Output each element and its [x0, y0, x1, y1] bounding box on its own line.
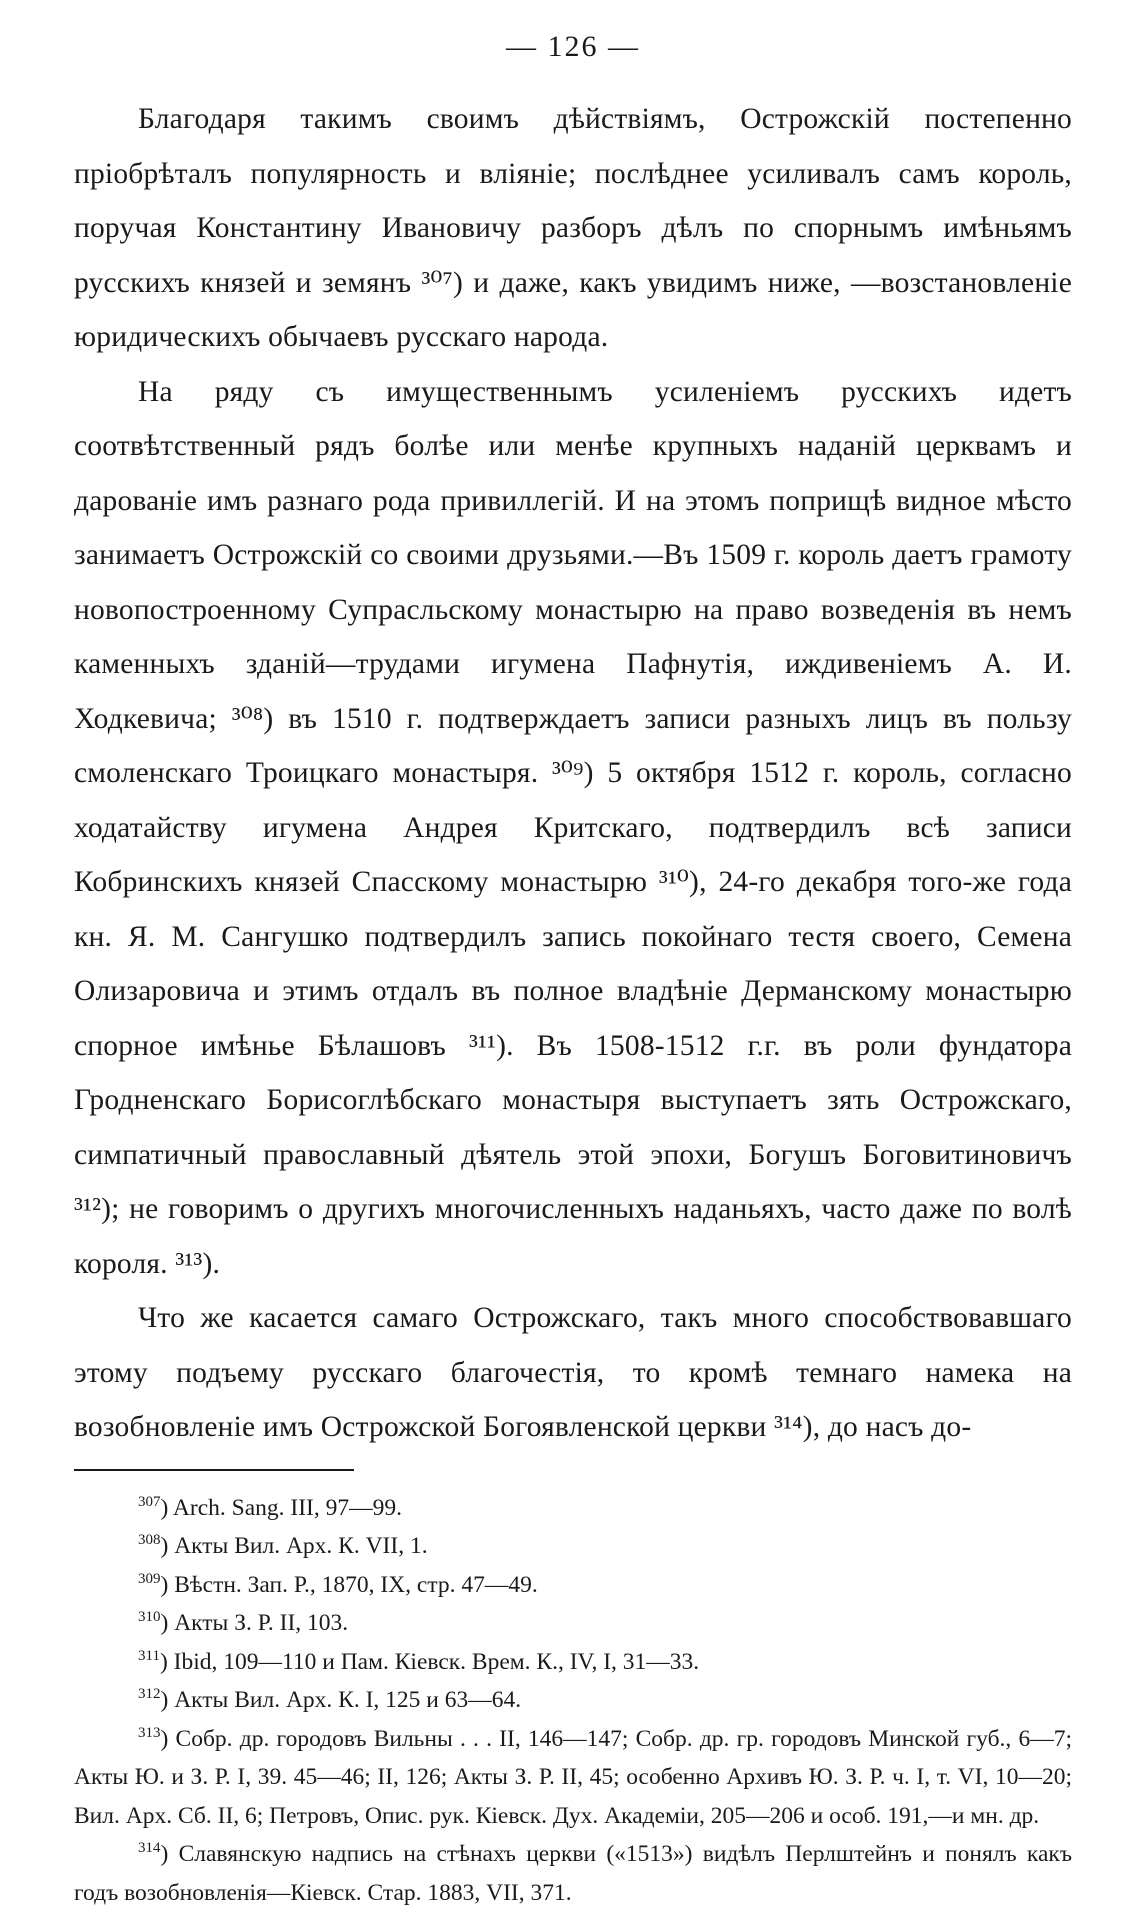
- footnote-number: 309: [138, 1571, 161, 1587]
- footnote-text: Акты Вил. Арх. К. VII, 1.: [174, 1533, 427, 1559]
- footnote-307: $^{307}$) Arch. Sang. III, 97—99.: [74, 1489, 1072, 1528]
- footnote-number: 307: [138, 1494, 161, 1510]
- footnote-text: Arch. Sang. III, 97—99.: [173, 1495, 402, 1521]
- footnote-text: Вѣстн. Зап. Р., 1870, IX, стр. 47—49.: [174, 1572, 538, 1598]
- footnote-text: Собр. др. городовъ Вильны . . . II, 146—147; Собр. др. гр. городовъ Минской губ., 6—7; Акты Ю. и З. Р. I, 39. 45—46; II, 126; Акты З. Р. II, 45; особенно Архивъ Ю. З. Р. ч. I, т. VI, 10—20; Вил. Арх. Сб. II, 6; Петровъ, Опис. рук. Кіевск. Дух. Академіи, 205—206 и особ. 191,—и мн. др.: [74, 1726, 1072, 1829]
- paragraph-3: Что же касается самаго Острожскаго, такъ много способствовавшаго этому подъему русскаго благочестія, то кромѣ темнаго намека на возобновленіе имъ Острожской Богоявленской церкви ³¹⁴), до насъ до-: [74, 1291, 1072, 1455]
- footnote-number: 308: [138, 1532, 161, 1548]
- footnotes: [74, 1489, 1072, 1912]
- footnote-text: Акты Вил. Арх. К. I, 125 и 63—64.: [174, 1687, 521, 1713]
- footnote-309: $^{309}$) Вѣстн. Зап. Р., 1870, IX, стр. 47—49.: [74, 1566, 1072, 1605]
- footnote-308: $^{308}$) Акты Вил. Арх. К. VII, 1.: [74, 1527, 1072, 1566]
- paragraph-1: Благодаря такимъ своимъ дѣйствіямъ, Острожскій постепенно пріобрѣталъ популярность и вліяніе; послѣднее усиливалъ самъ король, поручая Константину Ивановичу разборъ дѣлъ по спорнымъ имѣньямъ русскихъ князей и земянъ ³⁰⁷) и даже, какъ увидимъ ниже, —возстановленіе юридическихъ обычаевъ русскаго народа.: [74, 92, 1072, 365]
- footnote-text: Ibid, 109—110 и Пам. Кіевск. Врем. К., IV, I, 31—33.: [174, 1649, 700, 1675]
- document-page: [74, 30, 1072, 1912]
- body-text: [74, 92, 1072, 1455]
- paragraph-2: На ряду съ имущественнымъ усиленіемъ русскихъ идетъ соотвѣтственный рядъ болѣе или менѣе крупныхъ наданій церквамъ и дарованіе имъ разнаго рода привиллегій. И на этомъ поприщѣ видное мѣсто занимаетъ Острожскій со своими друзьями.—Въ 1509 г. король даетъ грамоту новопостроенному Супрасльскому монастырю на право возведенія въ немъ каменныхъ зданій—трудами игумена Пафнутія, иждивеніемъ А. И. Ходкевича; ³⁰⁸) въ 1510 г. подтверждаетъ записи разныхъ лицъ въ пользу смоленскаго Троицкаго монастыря. ³⁰⁹) 5 октября 1512 г. король, согласно ходатайству игумена Андрея Критскаго, подтвердилъ всѣ записи Кобринскихъ князей Спасскому монастырю ³¹⁰), 24-го декабря того-же года кн. Я. М. Сангушко подтвердилъ запись покойнаго тестя своего, Семена Олизаровича и этимъ отдалъ въ полное владѣніе Дерманскому монастырю спорное имѣнье Бѣлашовъ ³¹¹). Въ 1508-1512 г.г. въ роли фундатора Гродненскаго Борисоглѣбскаго монастыря выступаетъ зять Острожскаго, симпатичный православный дѣятель этой эпохи, Богушъ Боговитиновичъ ³¹²); не говоримъ о другихъ многочисленныхъ наданьяхъ, часто даже по волѣ короля. ³¹³).: [74, 365, 1072, 1292]
- footnote-number: 310: [138, 1609, 161, 1625]
- footnote-314: $^{314}$) Славянскую надпись на стѣнахъ церкви («1513») видѣлъ Перлштейнъ и понялъ какъ годъ возобновленія—Кіевск. Стар. 1883, VII, 371.: [74, 1835, 1072, 1912]
- footnote-313: $^{313}$) Собр. др. городовъ Вильны . . . II, 146—147; Собр. др. гр. городовъ Минской губ., 6—7; Акты Ю. и З. Р. I, 39. 45—46; II, 126; Акты З. Р. II, 45; особенно Архивъ Ю. З. Р. ч. I, т. VI, 10—20; Вил. Арх. Сб. II, 6; Петровъ, Опис. рук. Кіевск. Дух. Академіи, 205—206 и особ. 191,—и мн. др.: [74, 1720, 1072, 1836]
- footnote-number: 313: [138, 1725, 161, 1741]
- footnote-number: 314: [138, 1840, 161, 1856]
- footnote-divider: [74, 1469, 354, 1471]
- page-number: — 126 —: [74, 30, 1072, 64]
- footnote-number: 312: [138, 1686, 161, 1702]
- footnote-text: Акты З. Р. II, 103.: [174, 1610, 348, 1636]
- footnote-312: $^{312}$) Акты Вил. Арх. К. I, 125 и 63—64.: [74, 1681, 1072, 1720]
- footnote-text: Славянскую надпись на стѣнахъ церкви («1513») видѣлъ Перлштейнъ и понялъ какъ годъ возобновленія—Кіевск. Стар. 1883, VII, 371.: [74, 1841, 1072, 1906]
- footnote-311: $^{311}$) Ibid, 109—110 и Пам. Кіевск. Врем. К., IV, I, 31—33.: [74, 1643, 1072, 1682]
- footnote-number: 311: [138, 1648, 160, 1664]
- footnote-310: $^{310}$) Акты З. Р. II, 103.: [74, 1604, 1072, 1643]
